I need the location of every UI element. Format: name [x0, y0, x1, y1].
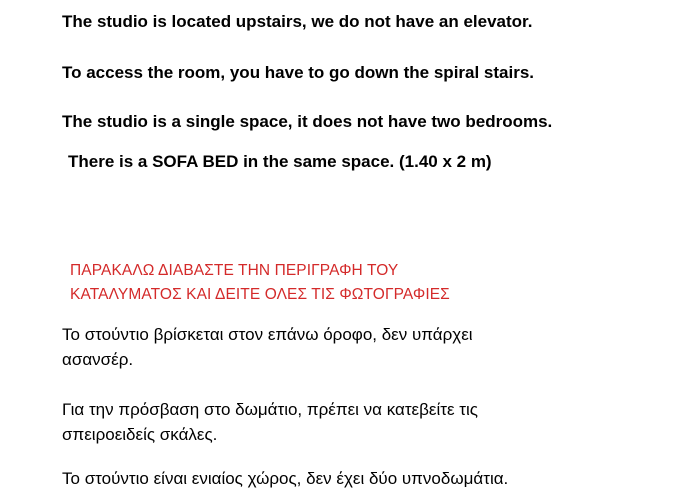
greek-line-spiral-stairs: σπειροειδείς σκάλες.	[62, 425, 218, 444]
greek-line-access: Για την πρόσβαση στο δωμάτιο, πρέπει να κατεβείτε τις	[62, 400, 478, 419]
greek-line-single-space: Το στούντιο είναι ενιαίος χώρος, δεν έχει δύο υπνοδωμάτια.	[62, 469, 509, 488]
english-line-single-space: The studio is a single space, it does not have two bedrooms.	[62, 112, 553, 131]
english-line-spiral-stairs: To access the room, you have to go down the spiral stairs.	[62, 63, 535, 82]
greek-line-upstairs: Το στούντιο βρίσκεται στον επάνω όροφο, δεν υπάρχει	[62, 325, 473, 344]
warning-line-1: ΠΑΡΑΚΑΛΩ ΔΙΑΒΑΣΤΕ ΤΗΝ ΠΕΡΙΓΡΑΦΗ ΤΟΥ	[70, 262, 399, 279]
warning-line-2: ΚΑΤΑΛΥΜΑΤΟΣ ΚΑΙ ΔΕΙΤΕ ΟΛΕΣ ΤΙΣ ΦΩΤΟΓΡΑΦΙΕΣ	[70, 286, 450, 303]
greek-line-elevator: ασανσέρ.	[62, 350, 134, 369]
english-line-sofa-bed: There is a SOFA BED in the same space. (1.40 x 2 m)	[68, 152, 492, 171]
english-line-elevator: The studio is located upstairs, we do not have an elevator.	[62, 12, 533, 31]
